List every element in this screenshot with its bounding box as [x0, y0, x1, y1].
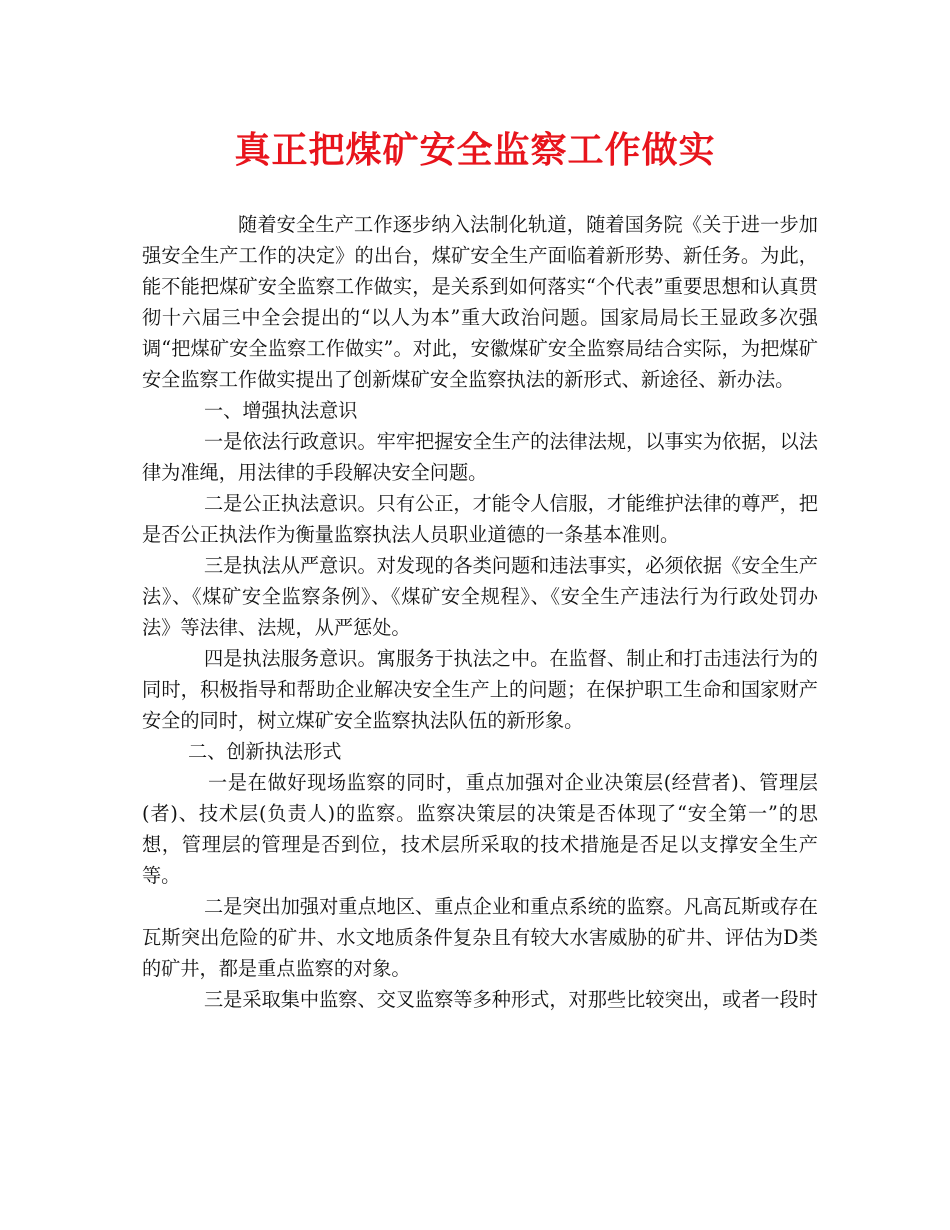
section-heading-1: 一、增强执法意识 [204, 399, 358, 422]
section-heading-2: 二、创新执法形式 [188, 740, 342, 763]
intro-paragraph: 随着安全生产工作逐步纳入法制化轨道，随着国务院《关于进一步加强安全生产工作的决定》的出台，煤矿安全生产面临着新形势、新任务。为此，能不能把煤矿安全监察工作做实，是关系到如何落实“个代表”重要思想和认真贯彻十六届三中全会提出的“以人为本”重大政治问题。国家局局长王显政多次强调“把煤矿安全监察工作做实”。对此，安徽煤矿安全监察局结合实际，为把煤矿安全监察工作做实提出了创新煤矿安全监察执法的新形式、新途径、新办法。 [142, 213, 818, 391]
paragraph-law-administration: 一是依法行政意识。牢牢把握安全生产的法律法规，以事实为依据，以法律为准绳，用法律的手段解决安全问题。 [142, 430, 818, 484]
paragraph-service-enforcement: 四是执法服务意识。寓服务于执法之中。在监督、制止和打击违法行为的同时，积极指导和帮助企业解决安全生产上的问题；在保护职工生命和国家财产安全的同时，树立煤矿安全监察执法队伍的新形象。 [142, 647, 818, 732]
document-body [142, 209, 818, 1015]
document-title: 真正把煤矿安全监察工作做实 [234, 130, 716, 171]
paragraph-strict-enforcement: 三是执法从严意识。对发现的各类问题和违法事实，必须依据《安全生产法》、《煤矿安全监察条例》、《煤矿安全规程》、《安全生产违法行为行政处罚办法》等法律、法规，从严惩处。 [142, 554, 818, 639]
paragraph-centralized-supervision: 三是采取集中监察、交叉监察等多种形式，对那些比较突出，或者一段时 [204, 988, 818, 1011]
paragraph-key-supervision: 二是突出加强对重点地区、重点企业和重点系统的监察。凡高瓦斯或存在瓦斯突出危险的矿井、水文地质条件复杂且有较大水害威胁的矿井、评估为D类的矿井，都是重点监察的对象。 [142, 895, 818, 980]
paragraph-fair-enforcement: 二是公正执法意识。只有公正，才能令人信服，才能维护法律的尊严，把是否公正执法作为衡量监察执法人员职业道德的一条基本准则。 [142, 492, 818, 546]
paragraph-management-supervision: 一是在做好现场监察的同时，重点加强对企业决策层(经营者)、管理层(者)、技术层(负责人)的监察。监察决策层的决策是否体现了“安全第一”的思想，管理层的管理是否到位，技术层所采取的技术措施是否足以支撑安全生产等。 [142, 771, 818, 887]
